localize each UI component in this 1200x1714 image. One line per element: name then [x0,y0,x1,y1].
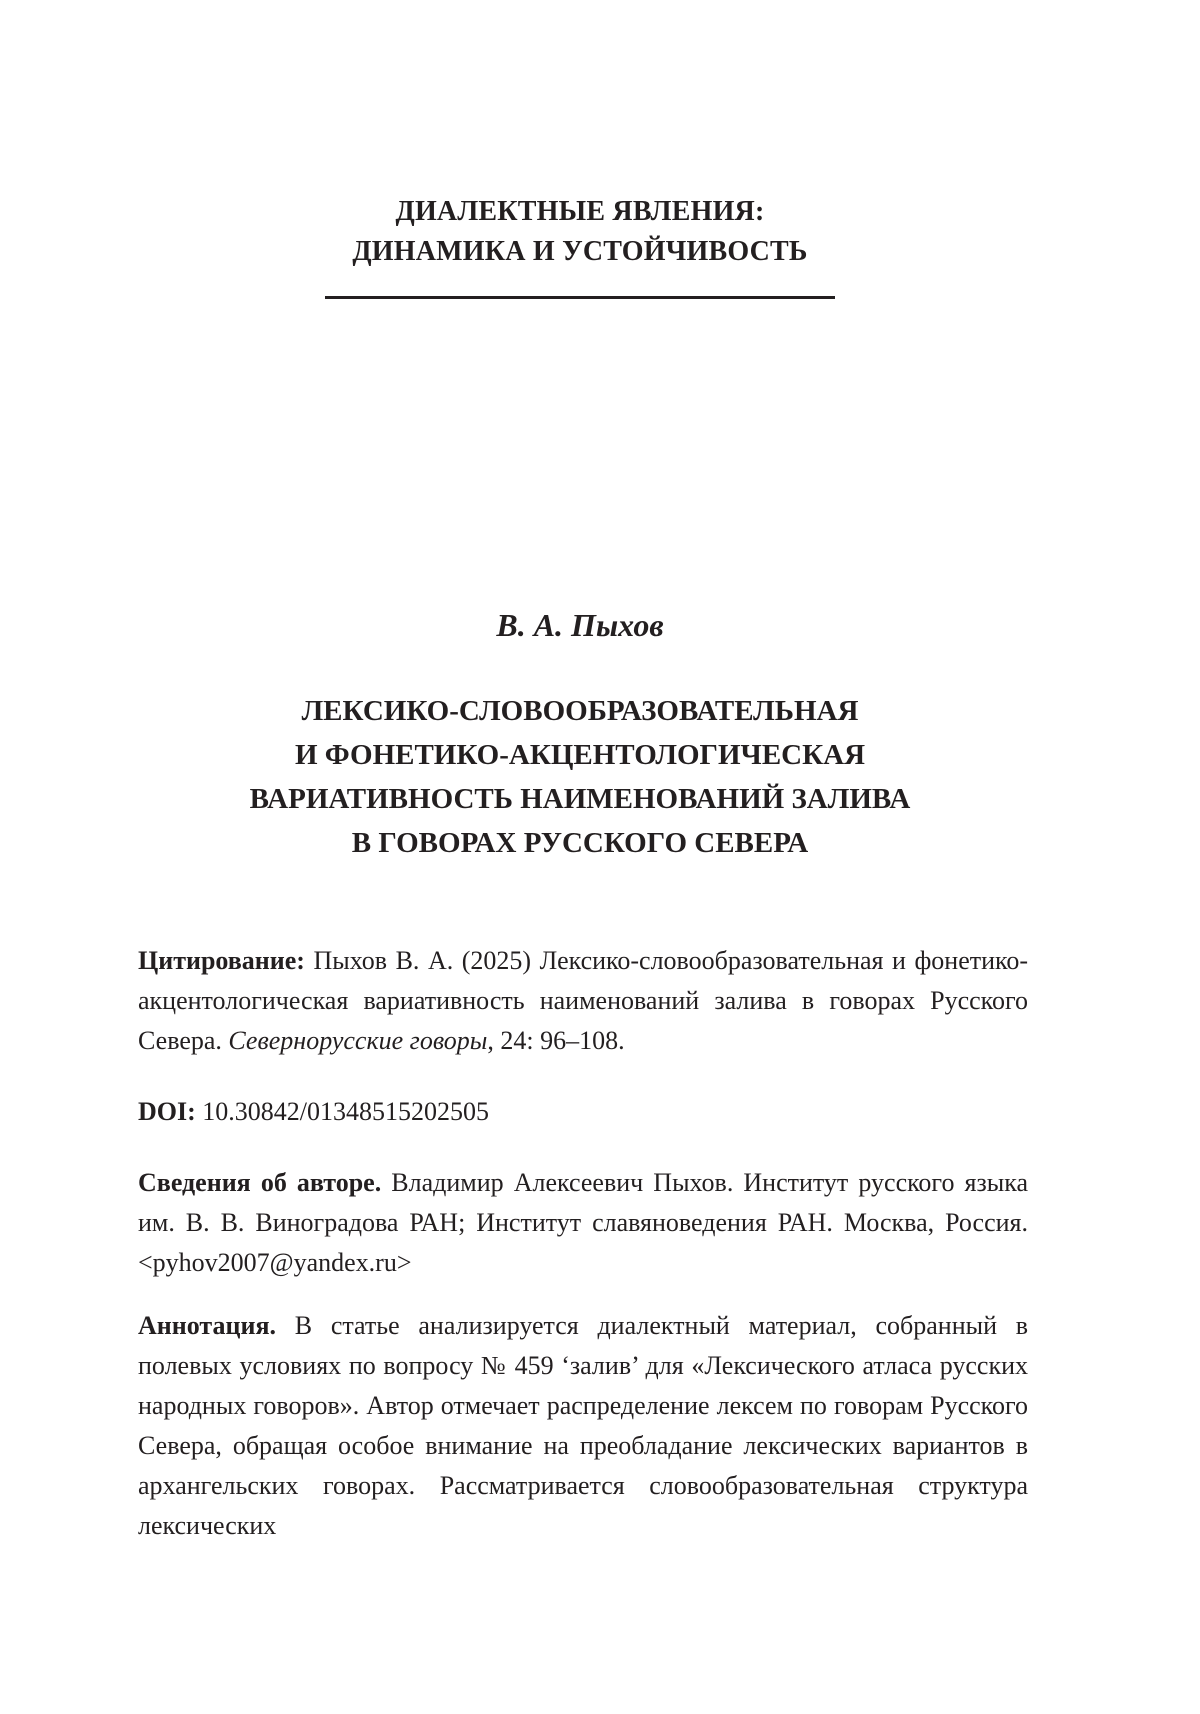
section-header [0,192,1160,272]
article-author: В. А. Пыхов [496,607,664,643]
section-header-line-1: ДИАЛЕКТНЫЕ ЯВЛЕНИЯ: [395,196,765,227]
author-info-text: Владимир Алексеевич Пыхов. Институт русского языка им. В. В. Виноградова РАН; Институт славяноведения РАН. Москва, Россия. <pyhov2007@yandex.ru> [138,1168,1028,1277]
abstract-text: В статье анализируется диалектный материал, собранный в полевых условиях по вопросу № 459 ‘залив’ для «Лексического атласа русских народных говоров». Автор отмечает распределение лексем по говорам Русского Севера, обращая особое внимание на преобладание лексических вариантов в архангельских говорах. Рассматривается словообразовательная структура лексических [138,1311,1029,1540]
doi-block [138,1092,1028,1132]
abstract-label: Аннотация. [138,1311,277,1340]
article-title [0,689,1160,865]
author-info-label: Сведения об авторе. [138,1168,382,1197]
section-header-line-2: ДИНАМИКА И УСТОЙЧИВОСТЬ [352,236,808,267]
citation-volume-pages: , 24: 96–108. [487,1026,625,1055]
title-line-2: И ФОНЕТИКО-АКЦЕНТОЛОГИЧЕСКАЯ [294,739,866,771]
doi-value[interactable]: 10.30842/01348515202505 [202,1097,490,1126]
author-info-block [138,1163,1028,1283]
citation-block [138,941,1028,1061]
title-line-4: В ГОВОРАХ РУССКОГО СЕВЕРА [351,827,809,859]
abstract-block [138,1306,1028,1546]
title-line-3: ВАРИАТИВНОСТЬ НАИМЕНОВАНИЙ ЗАЛИВА [249,783,911,815]
doi-label: DOI: [138,1097,196,1126]
citation-journal: Севернорусские говоры [228,1026,488,1055]
citation-label: Цитирование: [138,946,305,975]
header-divider [325,296,835,299]
citation-text: Пыхов В. А. (2025) Лексико-словообразовательная и фонетико-акцентологическая вариативность наименований залива в говорах Русского Севера. [138,946,1029,1055]
title-line-1: ЛЕКСИКО-СЛОВООБРАЗОВАТЕЛЬНАЯ [301,695,859,727]
